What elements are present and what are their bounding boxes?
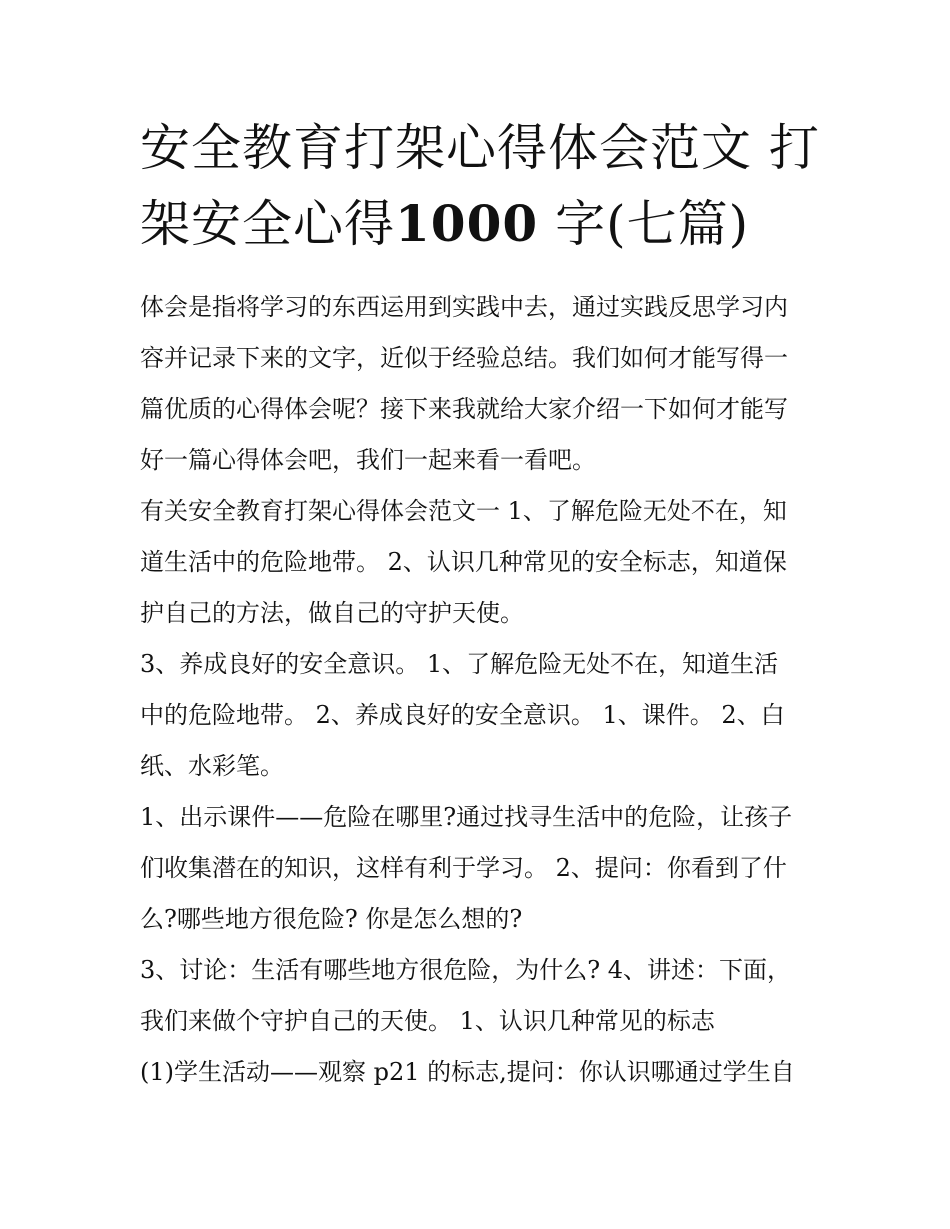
text-line: 好一篇心得体会吧，我们一起来看一看吧。 [140,446,596,474]
title-line-1: 安全教育打架心得体会范文 打 [140,119,820,177]
paragraph-goals [140,639,812,792]
text-line: 道生活中的危险地带。 2、认识几种常见的安全标志，知道保 [140,548,787,576]
document-title [140,110,820,262]
document-body [140,282,812,1098]
paragraph-discussion [140,945,812,1047]
text-line: 容并记录下来的文字，近似于经验总结。我们如何才能写得一 [140,344,788,372]
title-line-2: 架安全心得1000 字(七篇) [140,194,750,253]
title-number: 1000 [395,194,539,253]
text-line: (1)学生活动——观察 p21 的标志,提问：你认识哪通过学生自 [140,1058,795,1086]
document-page [140,110,820,1098]
text-line: 我们来做个守护自己的天使。 1、认识几种常见的标志 [140,1007,715,1035]
text-line: 3、养成良好的安全意识。 1、了解危险无处不在，知道生活 [140,650,779,678]
text-line: 护自己的方法，做自己的守护天使。 [140,599,524,627]
text-line: 3、讨论：生活有哪些地方很危险，为什么? 4、讲述：下面， [140,956,792,984]
text-line: 体会是指将学习的东西运用到实践中去，通过实践反思学习内 [140,293,788,321]
paragraph-example-one [140,486,812,639]
text-line: 1、出示课件——危险在哪里?通过找寻生活中的危险，让孩子 [140,803,793,831]
text-line: 篇优质的心得体会呢？接下来我就给大家介绍一下如何才能写 [140,395,788,423]
text-line: 们收集潜在的知识，这样有利于学习。 2、提问：你看到了什 [140,854,787,882]
text-line: 中的危险地带。 2、养成良好的安全意识。 1、课件。 2、白 [140,701,785,729]
text-line: 么?哪些地方很危险? 你是怎么想的? [140,905,523,933]
paragraph-intro [140,282,812,486]
paragraph-student-activity [140,1047,812,1098]
text-line: 纸、水彩笔。 [140,752,284,780]
text-line: 有关安全教育打架心得体会范文一 1、了解危险无处不在，知 [140,497,787,525]
paragraph-activity-one [140,792,812,945]
